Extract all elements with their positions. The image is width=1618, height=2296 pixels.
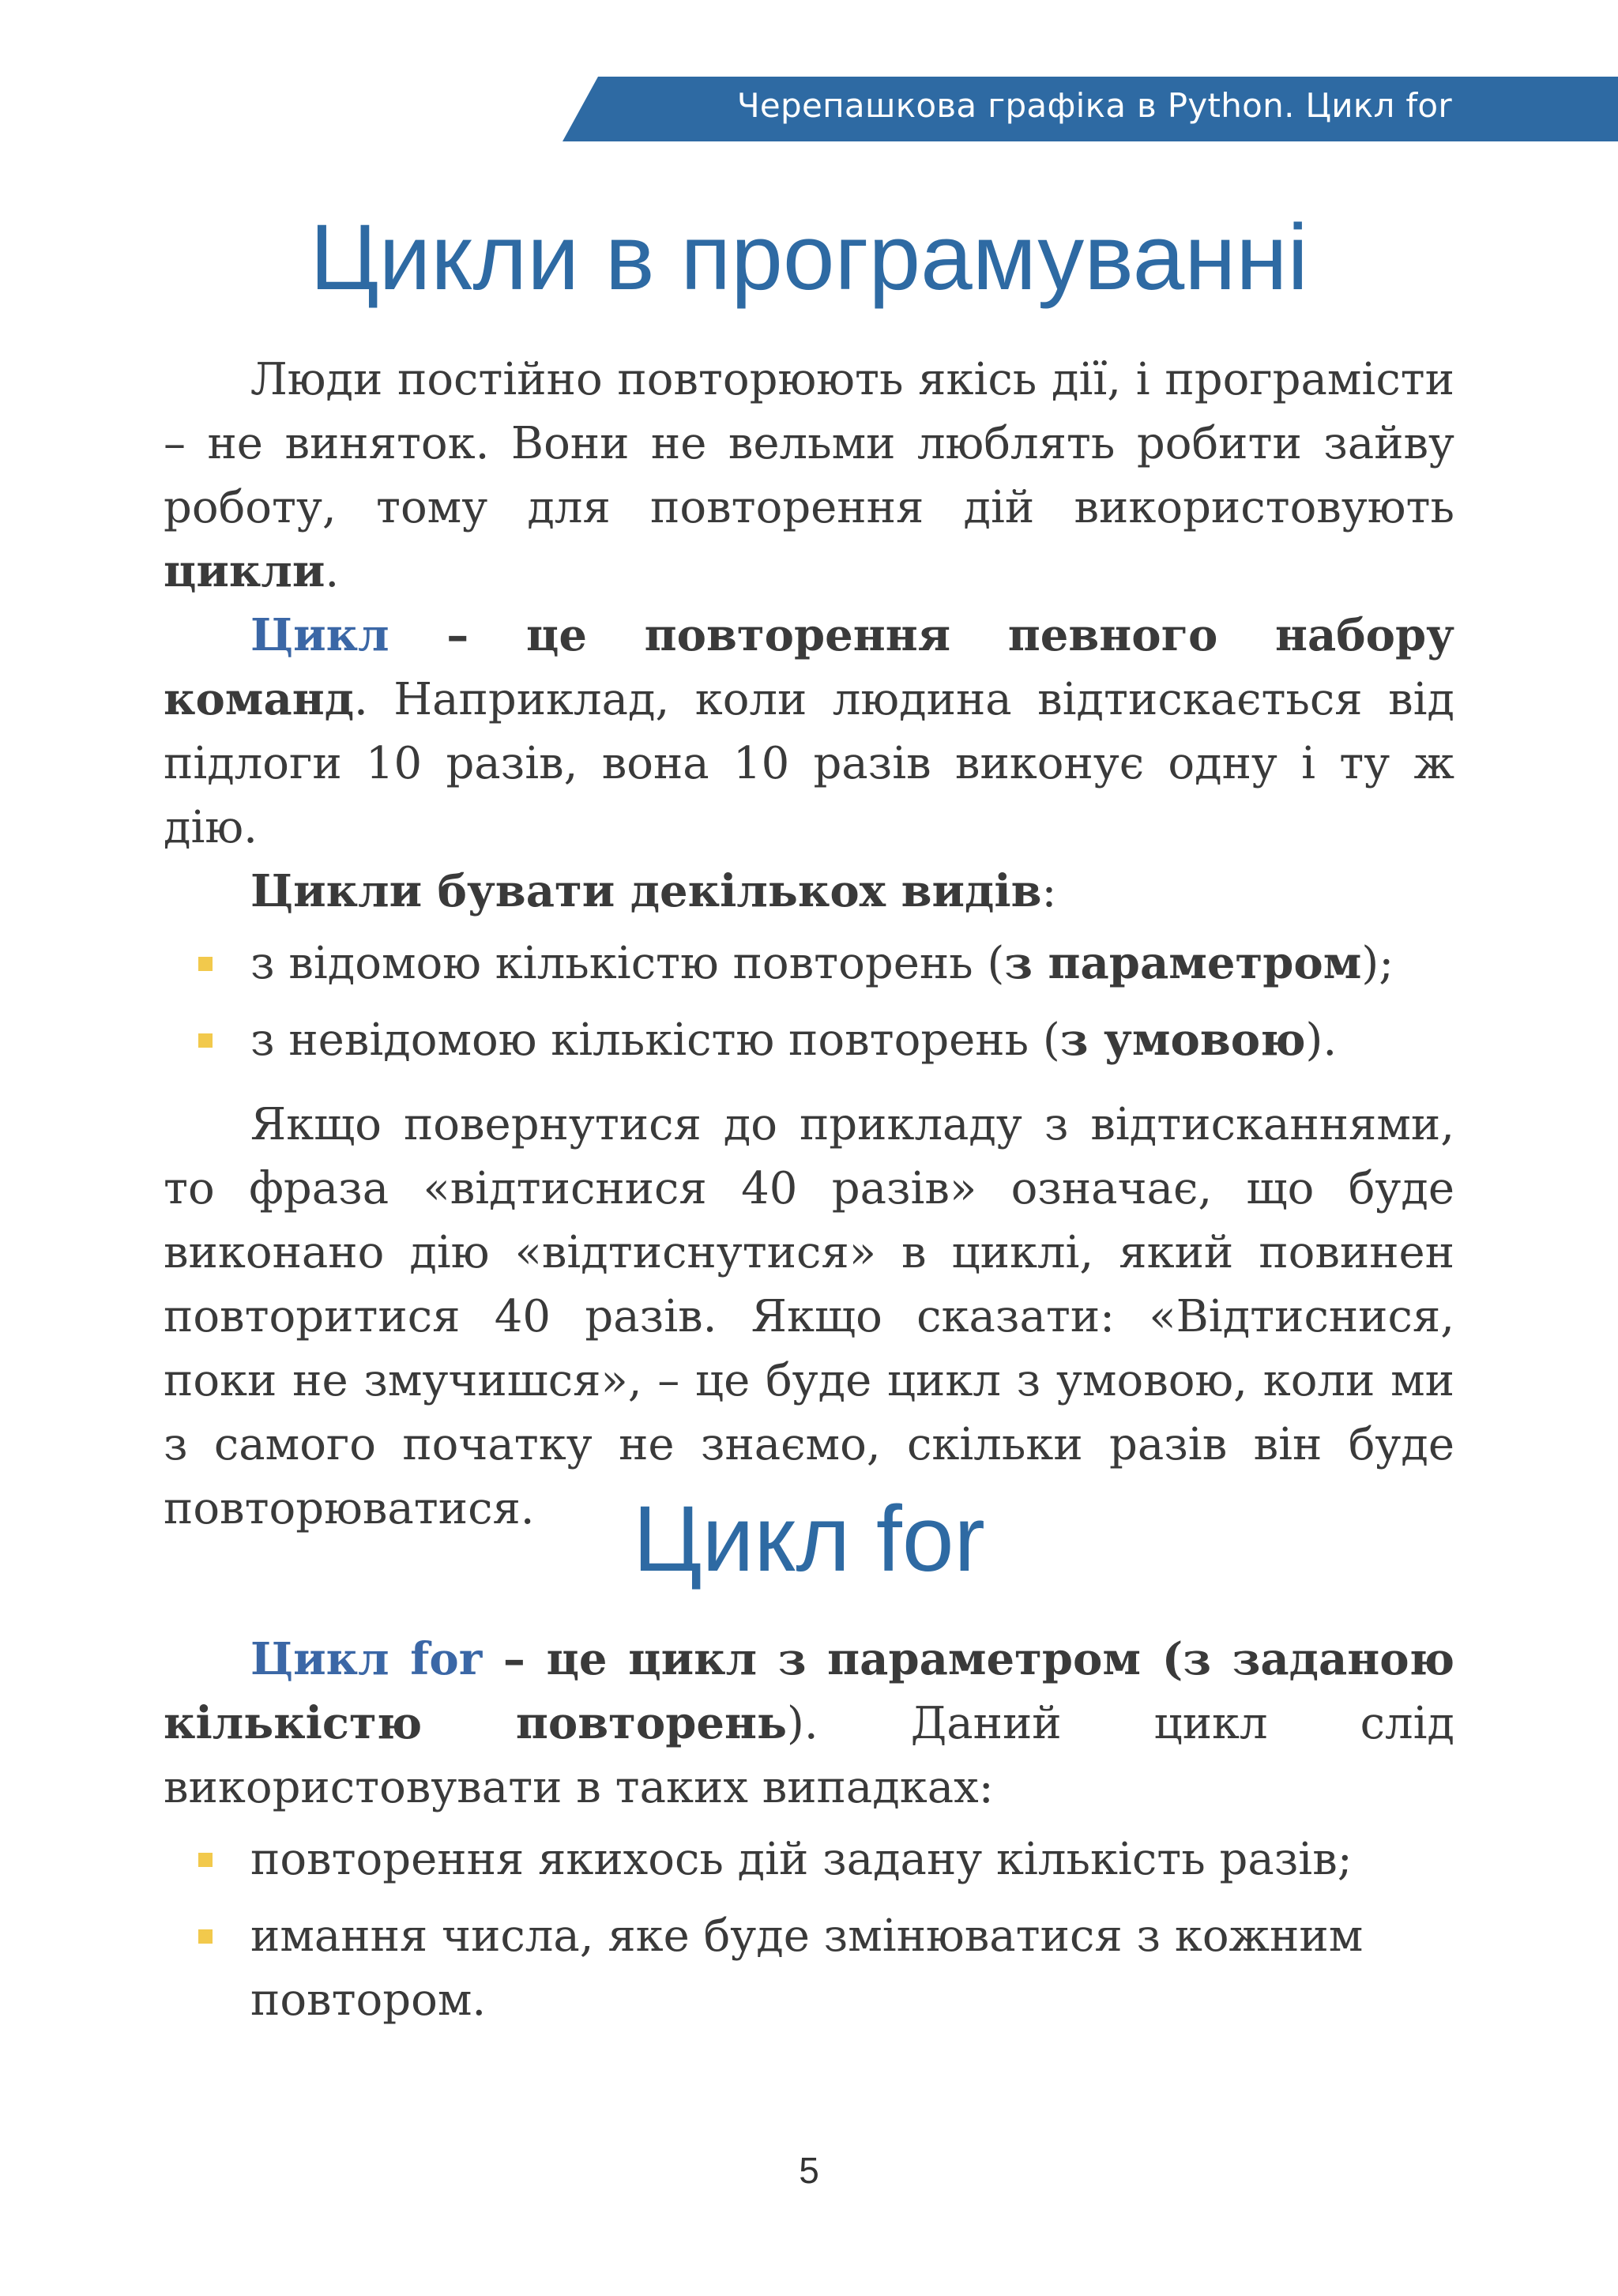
loop-types-list — [164, 932, 1454, 1072]
for-definition-rest: ). Даний цикл слід використовувати в таких випадках: — [164, 1698, 1454, 1813]
for-definition-bold: – це цикл з параметром (з заданою кількістю повторень — [164, 1633, 1454, 1749]
list-item — [164, 932, 1454, 996]
list-item — [164, 1904, 1454, 2032]
bullet-icon — [198, 1033, 213, 1048]
bullet-text: з відомою кількістю повторень ( — [250, 938, 1005, 989]
bullet-text: ). — [1305, 1014, 1338, 1066]
running-header: Черепашкова графіка в Python. Цикл for — [736, 86, 1452, 125]
bullet-bold: з параметром — [1004, 937, 1362, 989]
bullet-bold: з умовою — [1059, 1014, 1306, 1066]
definition-bold: – це повторення певного набору команд — [164, 609, 1454, 725]
bullet-icon — [198, 1929, 213, 1944]
section2-body — [164, 1628, 1454, 2032]
types-bold: Цикли бувати декількох видів — [250, 865, 1042, 917]
intro-bold: цикли — [164, 545, 325, 597]
example-paragraph: Якщо повернутися до прикладу з відтисканнями, то фраза «відтиснися 40 разів» означає, що буде виконано дію «відтиснутися» в циклі, який повинен повторитися 40 разів. Якщо сказати: «Відтиснися, поки не змучишся», – це буде цикл з умовою, коли ми з самого початку не знаємо, скільки разів він буде повторюватися. — [164, 1099, 1454, 1534]
bullet-icon — [198, 1853, 213, 1867]
definition-term: Цикл — [250, 609, 389, 661]
definition-rest: . Наприклад, коли людина відтискається від підлоги 10 разів, вона 10 разів виконує одну і ту ж дію. — [164, 674, 1454, 853]
intro-paragraph — [164, 348, 1454, 604]
bullet-icon — [198, 957, 213, 971]
list-item — [164, 1008, 1454, 1072]
section-title-for-loop: Цикл for — [633, 1487, 985, 1591]
definition-paragraph — [164, 604, 1454, 860]
bullet-text: повторення якихось дій задану кількість разів; — [250, 1834, 1353, 1885]
section-title-loops: Цикли в програмуванні — [310, 205, 1308, 310]
for-definition-paragraph — [164, 1628, 1454, 1820]
for-uses-list — [164, 1827, 1454, 2032]
page-number: 5 — [799, 2150, 819, 2191]
types-paragraph — [164, 860, 1454, 924]
intro-end: . — [325, 546, 340, 597]
types-end: : — [1041, 866, 1057, 917]
for-definition-term: Цикл for — [250, 1633, 483, 1685]
bullet-text: з невідомою кількістю повторень ( — [250, 1014, 1060, 1066]
intro-text: Люди постійно повторюють якісь дії, і програмісти – не виняток. Вони не вельми люблять робити зайву роботу, тому для повторення дій використовують — [164, 354, 1454, 533]
section1-body — [164, 348, 1454, 1541]
bullet-text: имання числа, яке буде змінюватися з кожним повтором. — [250, 1910, 1364, 2026]
list-item — [164, 1827, 1454, 1891]
bullet-text: ); — [1361, 938, 1394, 989]
